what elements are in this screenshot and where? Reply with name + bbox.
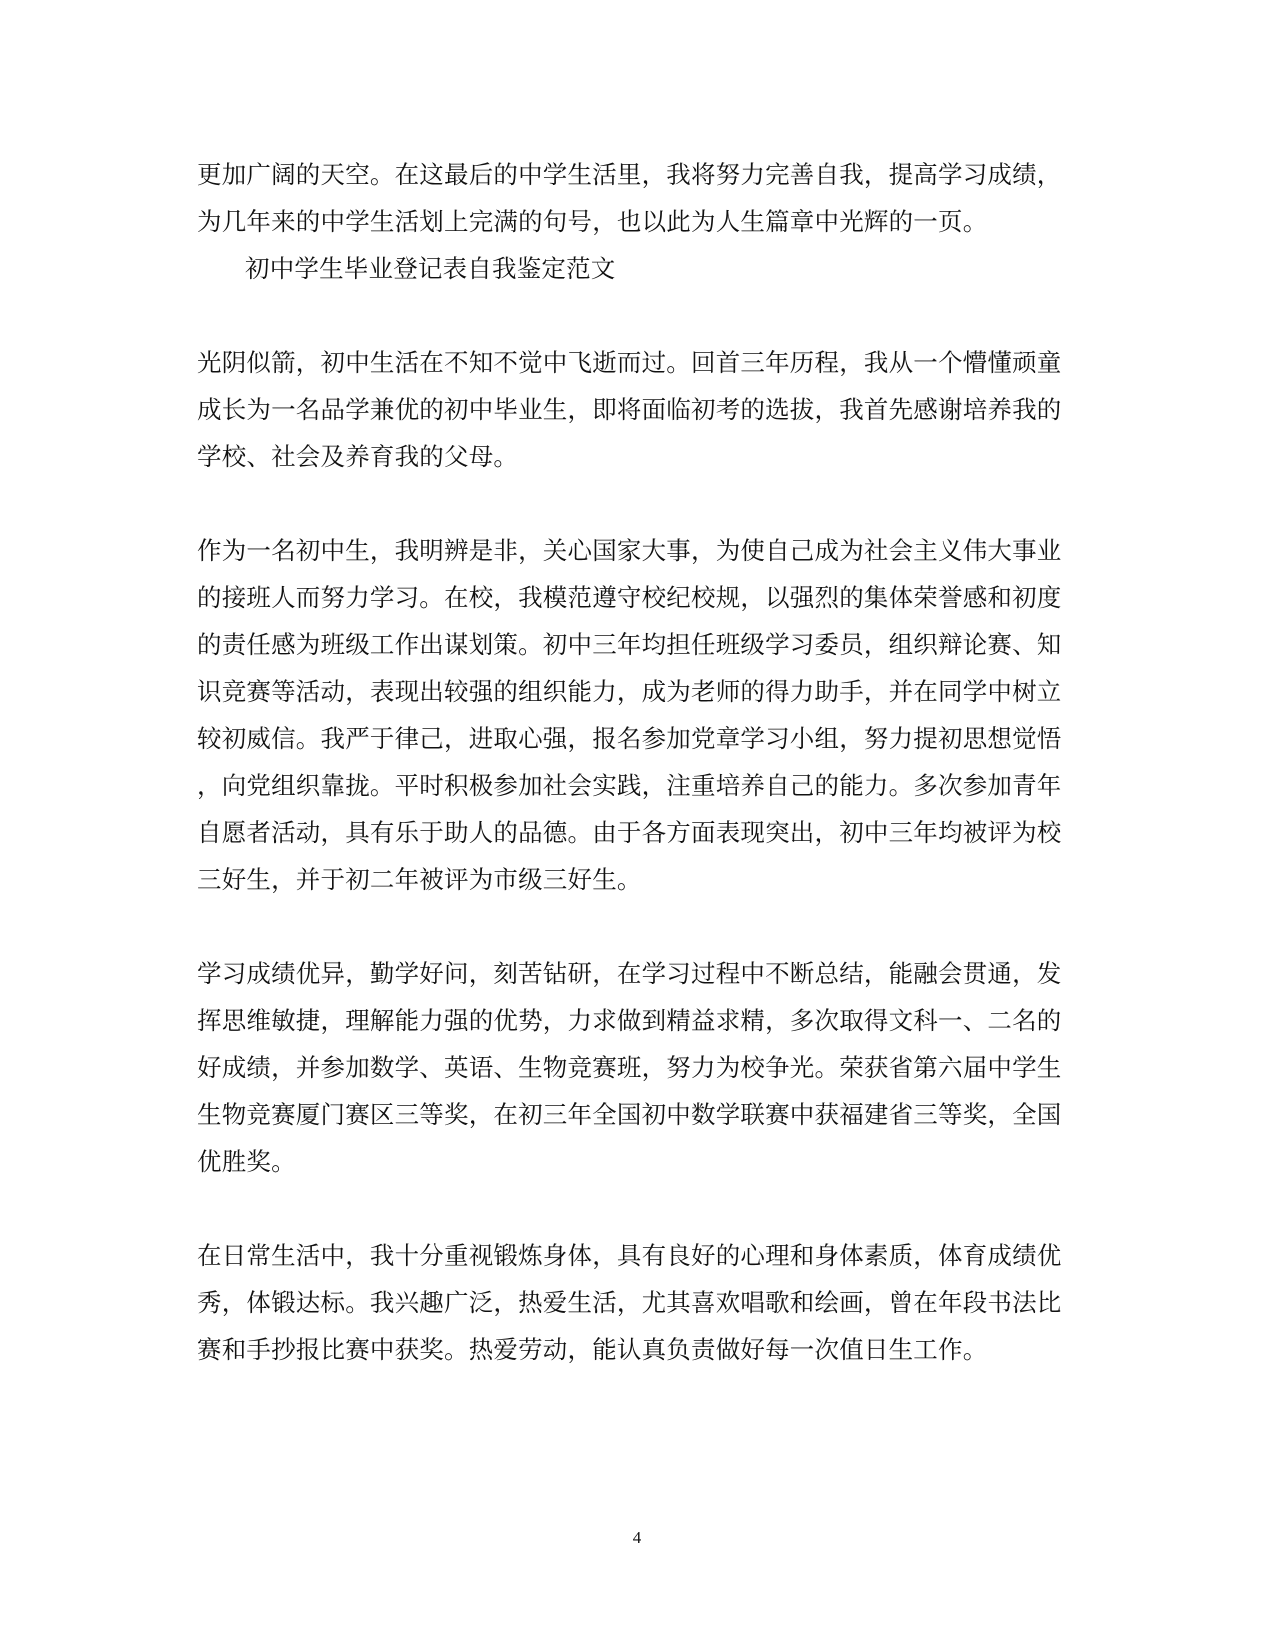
intro-line: 更加广阔的天空。在这最后的中学生活里，我将努力完善自我，提高学习成绩，	[197, 160, 1062, 189]
paragraph-3-line: 生物竞赛厦门赛区三等奖，在初三年全国初中数学联赛中获福建省三等奖，全国	[197, 1100, 1062, 1129]
paragraph-4-line: 赛和手抄报比赛中获奖。热爱劳动，能认真负责做好每一次值日生工作。	[197, 1335, 988, 1364]
paragraph-1-line: 光阴似箭，初中生活在不知不觉中飞逝而过。回首三年历程，我从一个懵懂顽童	[197, 348, 1062, 377]
page-number: 4	[632, 1528, 642, 1547]
paragraph-2-line: 作为一名初中生，我明辨是非，关心国家大事，为使自己成为社会主义伟大事业	[197, 536, 1062, 565]
paragraph-3-line: 优胜奖。	[197, 1147, 296, 1176]
paragraph-3-line: 好成绩，并参加数学、英语、生物竞赛班，努力为校争光。荣获省第六届中学生	[197, 1053, 1062, 1082]
paragraph-2-line: 三好生，并于初二年被评为市级三好生。	[197, 865, 642, 894]
intro-line: 为几年来的中学生活划上完满的句号，也以此为人生篇章中光辉的一页。	[197, 207, 988, 236]
paragraph-4-line: 秀，体锻达标。我兴趣广泛，热爱生活，尤其喜欢唱歌和绘画，曾在年段书法比	[197, 1288, 1062, 1317]
paragraph-2-line: 的接班人而努力学习。在校，我模范遵守校纪校规，以强烈的集体荣誉感和初度	[197, 583, 1062, 612]
paragraph-3-line: 挥思维敏捷，理解能力强的优势，力求做到精益求精，多次取得文科一、二名的	[197, 1006, 1062, 1035]
paragraph-1-line: 学校、社会及养育我的父母。	[197, 442, 519, 471]
paragraph-4-line: 在日常生活中，我十分重视锻炼身体，具有良好的心理和身体素质，体育成绩优	[197, 1241, 1062, 1270]
paragraph-3-line: 学习成绩优异，勤学好问，刻苦钻研，在学习过程中不断总结，能融会贯通，发	[197, 959, 1062, 988]
paragraph-2-line: 自愿者活动，具有乐于助人的品德。由于各方面表现突出，初中三年均被评为校	[197, 818, 1062, 847]
paragraph-2-line: 的责任感为班级工作出谋划策。初中三年均担任班级学习委员，组织辩论赛、知	[197, 630, 1062, 659]
paragraph-2-line: 识竞赛等活动，表现出较强的组织能力，成为老师的得力助手，并在同学中树立	[197, 677, 1062, 706]
section-heading: 初中学生毕业登记表自我鉴定范文	[245, 254, 616, 283]
paragraph-1-line: 成长为一名品学兼优的初中毕业生，即将面临初考的选拔，我首先感谢培养我的	[197, 395, 1062, 424]
paragraph-2-line: ，向党组织靠拢。平时积极参加社会实践，注重培养自己的能力。多次参加青年	[197, 771, 1062, 800]
paragraph-2-line: 较初威信。我严于律己，进取心强，报名参加党章学习小组，努力提初思想觉悟	[197, 724, 1062, 753]
